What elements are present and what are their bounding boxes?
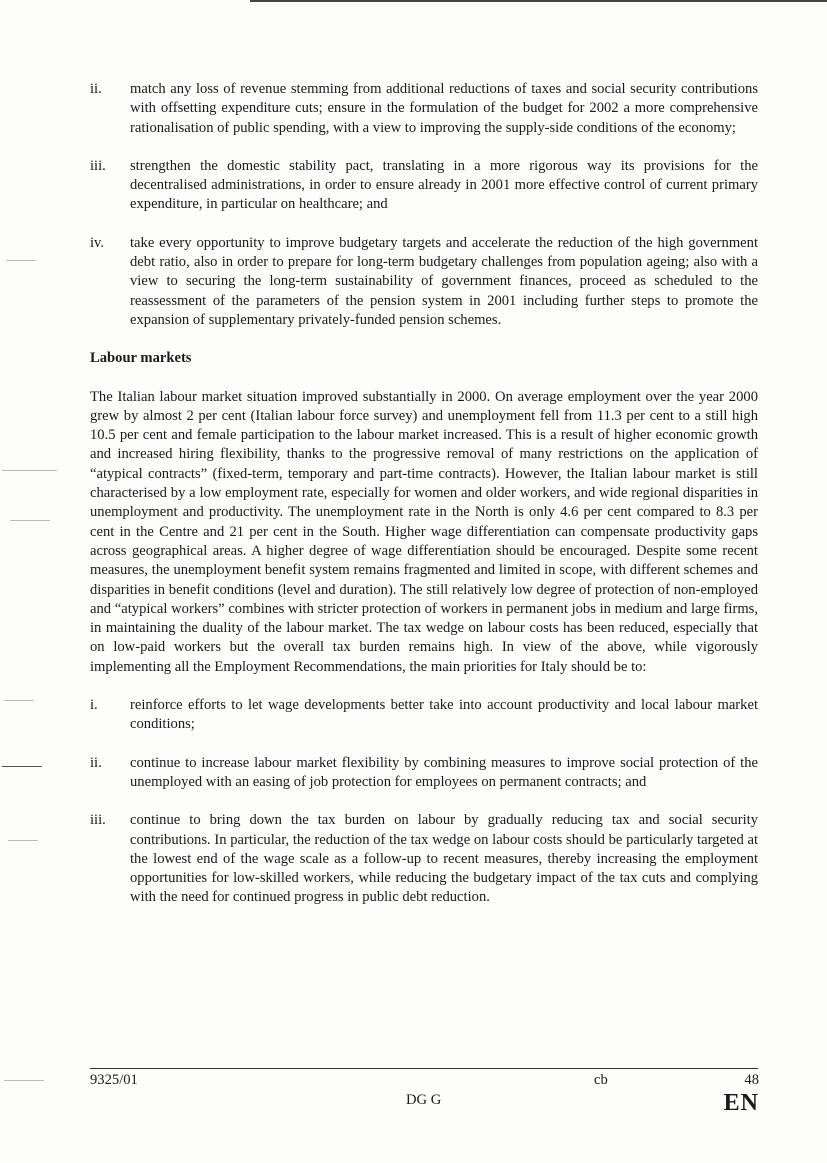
directorate-code: DG G	[406, 1092, 442, 1108]
section-heading: Labour markets	[90, 350, 192, 367]
labour-recommendation-ii	[90, 754, 758, 793]
list-number: iv.	[90, 234, 105, 251]
labour-recommendation-i	[90, 696, 758, 735]
budget-recommendation-iv	[90, 234, 758, 330]
labour-market-paragraph: The Italian labour market situation improved substantially in 2000. On average employment over the year 2000 grew by almost 2 per cent (Italian labour force survey) and unemployment fell from 11.3 per cent to a still high 10.5 per cent and female participation to the labour market increased. This is a result of higher economic growth and increased hiring flexibility, thanks to the progressive removal of many restrictions on the application of “atypical contracts” (fixed-term, temporary and part-time contracts). However, the Italian labour market is still characterised by a low employment rate, especially for women and older workers, and wide regional disparities in unemployment and productivity. The unemployment rate in the North is only 4.6 per cent compared to 8.3 per cent in the Centre and 21 per cent in the South. Higher wage differentiation can compensate productivity gaps across geographical areas. A higher degree of wage differentiation should be encouraged. Despite some recent measures, the unemployment benefit system remains fragmented and limited in scope, with different schemes and disparities in benefit conditions (level and duration). The still relatively low degree of protection of non-employed and “atypical workers” combines with stricter protection of workers in permanent jobs in medium and large firms, in maintaining the duality of the labour market. The tax wedge on labour costs has been reduced, especially that on low-paid workers but the overall tax burden remains high. In view of the above, while vigorously implementing all the Employment Recommendations, the main priorities for Italy should be to:	[90, 388, 758, 675]
footer-rule	[90, 1068, 758, 1069]
list-number: ii.	[90, 81, 102, 97]
list-text: reinforce efforts to let wage developments better take into account productivity and local labour market conditions;	[130, 697, 758, 733]
top-rule	[250, 0, 827, 2]
list-text: strengthen the domestic stability pact, translating in a more rigorous way its provisions for the decentralised administrations, in order to ensure already in 2001 more effective control of current primary expenditure, in particular on healthcare; and	[130, 157, 758, 213]
list-number: i.	[90, 697, 98, 714]
page-number: 48	[744, 1072, 759, 1088]
scan-margin-artifacts	[0, 0, 80, 1163]
labour-recommendation-iii	[90, 811, 758, 907]
list-number: iii.	[90, 812, 106, 829]
language-code: EN	[723, 1090, 759, 1116]
list-text: match any loss of revenue stemming from additional reductions of taxes and social security contributions with offsetting expenditure cuts; ensure in the formulation of the budget for 2002 a more comprehensive rationalisation of public spending, with a view to improving the supply-side conditions of the economy;	[130, 81, 758, 136]
document-reference: 9325/01	[90, 1072, 138, 1088]
list-text: take every opportunity to improve budgetary targets and accelerate the reduction of the high government debt ratio, also in order to prepare for long-term budgetary challenges from population ageing; also with a view to securing the long-term sustainability of government finances, proceed as scheduled to the reassessment of the parameters of the pension system in 2001 including further steps to promote the expansion of supplementary privately-funded pension schemes.	[130, 234, 758, 328]
document-body	[90, 80, 758, 927]
list-number: iii.	[90, 157, 106, 174]
budget-recommendation-iii	[90, 157, 758, 215]
list-text: continue to bring down the tax burden on labour by gradually reducing tax and social security contributions. In particular, the reduction of the tax wedge on labour costs should be particularly targeted at the lowest end of the wage scale as a follow-up to recent measures, thereby increasing the employment opportunities for low-skilled workers, while reducing the budgetary impact of the tax cuts and complying with the need for continued progress in public debt reduction.	[130, 812, 758, 906]
list-text: continue to increase labour market flexibility by combining measures to improve social protection of the unemployed with an easing of job protection for employees on permanent contracts; and	[130, 754, 758, 790]
typist-initials: cb	[594, 1072, 608, 1088]
budget-recommendation-ii	[90, 80, 758, 138]
list-number: ii.	[90, 754, 102, 771]
